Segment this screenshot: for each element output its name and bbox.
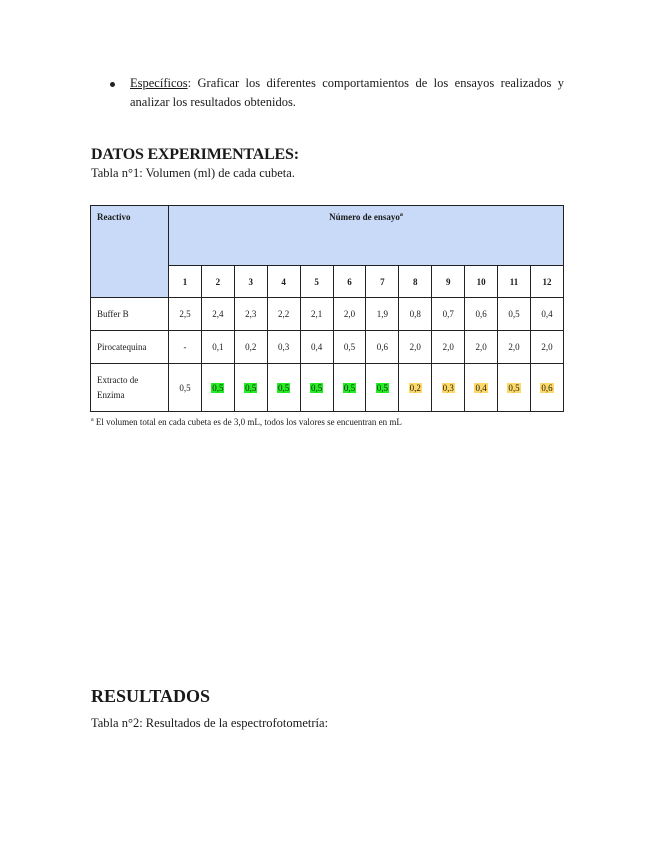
row-label: Buffer B (91, 298, 169, 331)
volume-table (90, 205, 564, 412)
trial-number-cell: 3 (234, 266, 267, 298)
table-cell: 0,7 (432, 298, 465, 331)
table-cell: 2,2 (267, 298, 300, 331)
header-numero-ensayo (169, 206, 564, 266)
table-cell: 2,0 (465, 331, 498, 364)
header-numero-label: Número de ensayo (329, 212, 400, 222)
table-cell: 2,4 (201, 298, 234, 331)
highlighted-value: 0,3 (442, 382, 454, 393)
table-cell: 2,0 (333, 298, 366, 331)
table-cell: 0,8 (399, 298, 432, 331)
table-cell: 2,0 (432, 331, 465, 364)
table-cell: 0,3 (267, 331, 300, 364)
table-cell (234, 364, 267, 412)
section-heading-datos: DATOS EXPERIMENTALES: (91, 146, 299, 163)
highlighted-value: 0,5 (508, 382, 520, 393)
highlighted-value: 0,5 (212, 382, 224, 393)
trial-number-cell: 11 (498, 266, 531, 298)
table-cell: 0,2 (234, 331, 267, 364)
table-cell: 0,5 (169, 364, 202, 412)
trial-number-cell: 8 (399, 266, 432, 298)
highlighted-value: 0,5 (278, 382, 290, 393)
trial-number-cell: 2 (201, 266, 234, 298)
table-cell: 2,3 (234, 298, 267, 331)
table-cell: 0,5 (498, 298, 531, 331)
header-superscript: a (399, 212, 403, 218)
table-cell (432, 364, 465, 412)
table-row (91, 364, 564, 412)
header-reactivo: Reactivo (91, 206, 169, 298)
trial-number-cell: 6 (333, 266, 366, 298)
table-cell: 2,1 (300, 298, 333, 331)
table-cell: 0,4 (530, 298, 563, 331)
section-heading-resultados: RESULTADOS (91, 686, 211, 706)
trial-number-cell: 5 (300, 266, 333, 298)
table-footnote (91, 417, 402, 427)
trial-number-cell: 1 (169, 266, 202, 298)
table-cell (366, 364, 399, 412)
table-cell: 2,0 (399, 331, 432, 364)
trial-number-cell: 7 (366, 266, 399, 298)
objectives-bullet (112, 74, 564, 112)
highlighted-value: 0,5 (376, 382, 389, 393)
bullet-term: Específicos (130, 76, 188, 90)
highlighted-value: 0,5 (310, 382, 323, 393)
table-cell: 2,0 (530, 331, 563, 364)
table-cell (465, 364, 498, 412)
highlighted-value: 0,5 (343, 382, 356, 393)
table-cell (498, 364, 531, 412)
trial-number-cell: 10 (465, 266, 498, 298)
bullet-text (130, 74, 564, 112)
table-cell (399, 364, 432, 412)
table-cell (333, 364, 366, 412)
highlighted-value: 0,4 (475, 382, 487, 393)
table-cell: 2,5 (169, 298, 202, 331)
highlighted-value: 0,6 (541, 382, 553, 393)
table-cell: 2,0 (498, 331, 531, 364)
footnote-text: El volumen total en cada cubeta es de 3,0 mL, todos los valores se encuentran en mL (93, 417, 402, 427)
table-cell (201, 364, 234, 412)
table-cell (300, 364, 333, 412)
trial-number-cell: 9 (432, 266, 465, 298)
table-cell: - (169, 331, 202, 364)
row-label: Extracto de Enzima (91, 364, 169, 412)
highlighted-value: 0,5 (245, 382, 257, 393)
table-row (91, 298, 564, 331)
table-cell: 0,5 (333, 331, 366, 364)
table-cell: 0,6 (366, 331, 399, 364)
table-header-row (91, 206, 564, 266)
footnote-superscript: a (91, 417, 94, 423)
table-cell: 0,4 (300, 331, 333, 364)
table-cell: 0,6 (465, 298, 498, 331)
trial-number-cell: 4 (267, 266, 300, 298)
table2-caption: Tabla n°2: Resultados de la espectrofotometría: (91, 716, 329, 730)
table1-caption: Tabla n°1: Volumen (ml) de cada cubeta. (91, 166, 295, 180)
table-cell (267, 364, 300, 412)
bullet-body: : Graficar los diferentes comportamientos de los ensayos realizados y analizar los resultados obtenidos. (130, 76, 564, 109)
table-cell (530, 364, 563, 412)
row-label: Pirocatequina (91, 331, 169, 364)
bullet-dot-icon (110, 82, 115, 87)
table-cell: 0,1 (201, 331, 234, 364)
highlighted-value: 0,2 (409, 382, 421, 393)
table-row (91, 331, 564, 364)
table-cell: 1,9 (366, 298, 399, 331)
trial-number-cell: 12 (530, 266, 563, 298)
